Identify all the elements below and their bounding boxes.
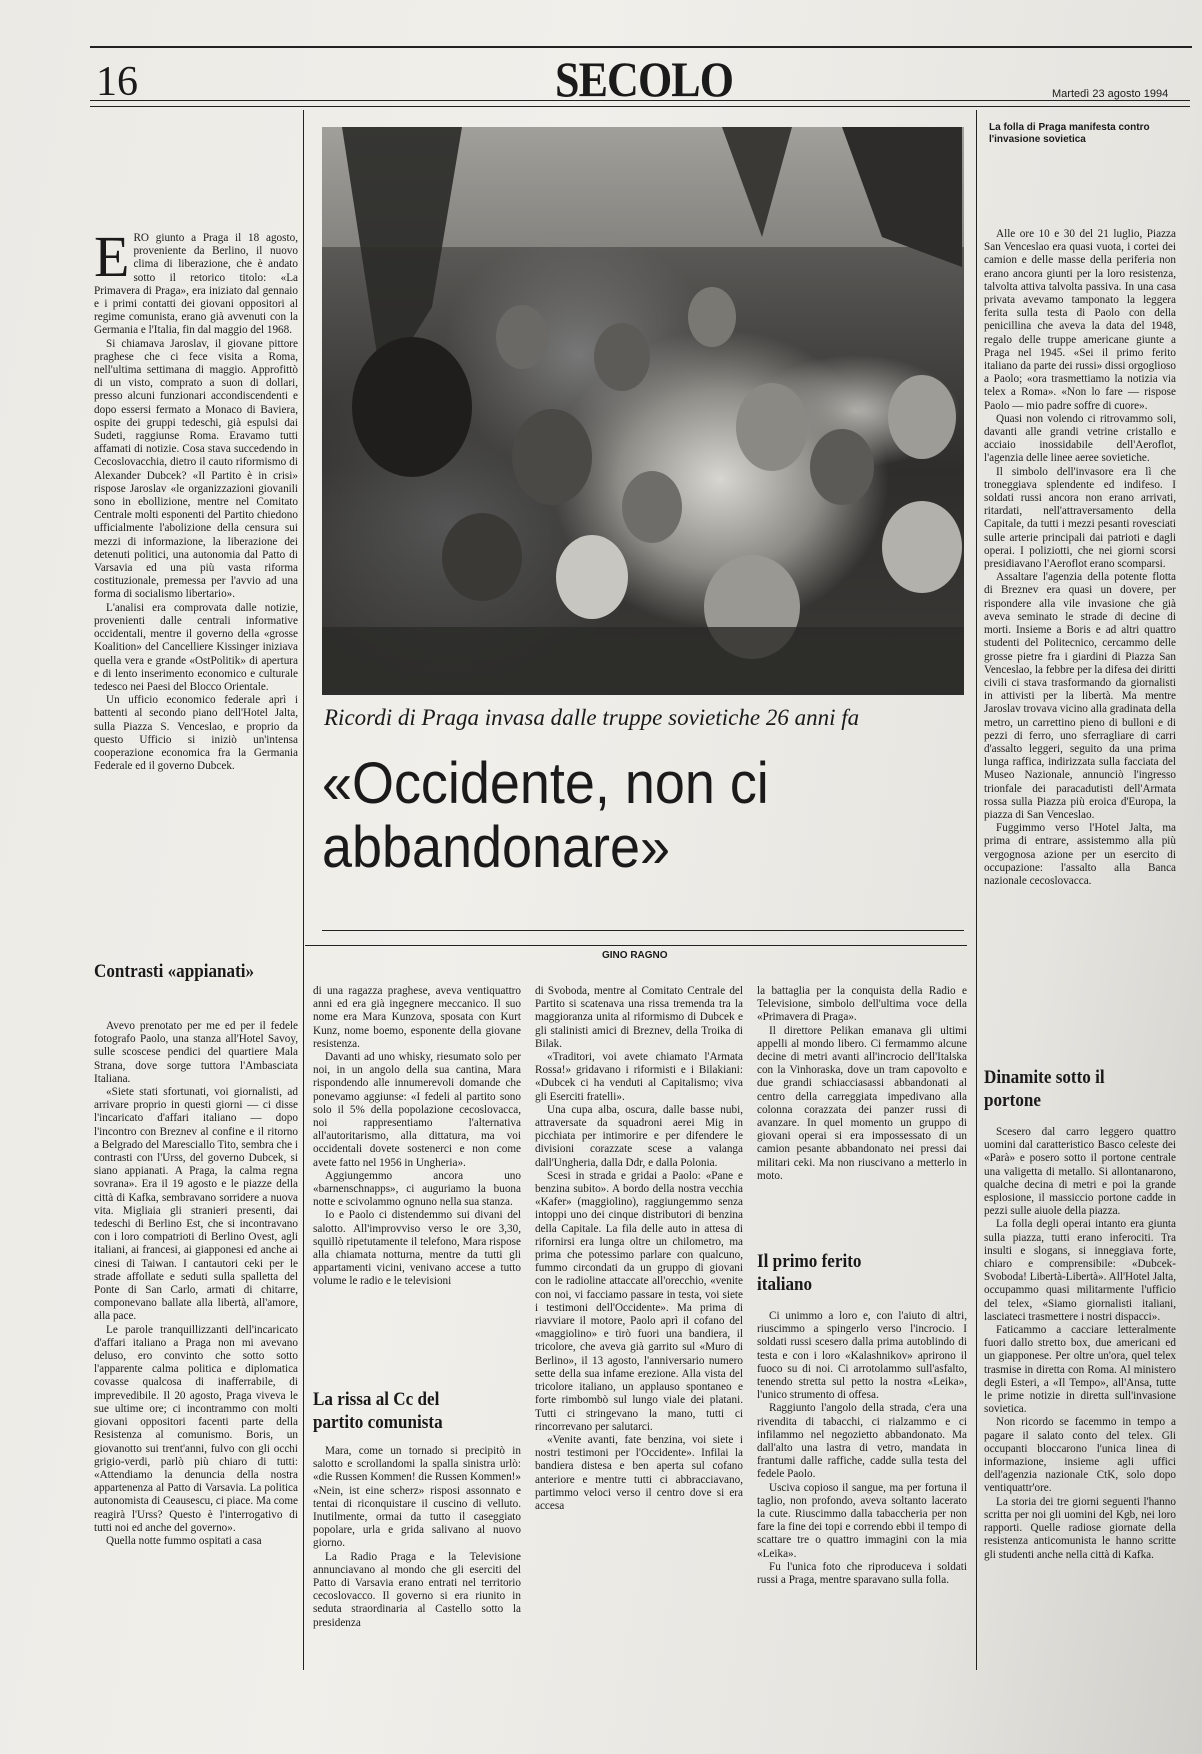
top-rule xyxy=(90,46,1192,48)
article-paragraph: Un ufficio economico federale aprì i battenti al secondo piano dell'Hotel Jalta, sulla Piazza S. Venceslao, e proprio da questo Ufficio si iniziò un'intensa cooperazione economica fra la Germania Federale ed il governo Dubcek. xyxy=(94,694,298,773)
column-4 xyxy=(757,985,967,1241)
masthead-logo: SECOLO xyxy=(555,51,734,107)
article-paragraph: Faticammo a cacciare letteralmente fuori dallo stretto box, due americani ed un giapponese. Per oltre un'ora, quel telex trasmise in diretta con Roma. Al ministero degli Esteri, a «Il Tempo», all'Ansa, tutte le prime notizie in diretta sull'invasione sovietica. xyxy=(984,1324,1176,1416)
article-paragraph: Quasi non volendo ci ritrovammo soli, davanti alle grandi vetrine cristallo e acciaio inossidabile dell'Aeroflot, l'agenzia delle linee aeree sovietiche. xyxy=(984,412,1176,465)
crowd-photo xyxy=(322,127,964,695)
article-paragraph: Il direttore Pelikan emanava gli ultimi appelli al mondo libero. Ci fermammo alcune decine di metri avanti all'incrocio dell'Italska con la Vinhoraska, dove un tram capovolto e due grandi schiacciasassi abbandonati al centro della carreggiata impedivano alla colonna corazzata dei panzer russi di avanzare. In quel momento un gruppo di giovani operai si era impossessato di un camion pesante abbandonato nei pressi dai militari ceki. Ma non riuscivano a metterlo in moto. xyxy=(757,1024,967,1182)
article-paragraph: Davanti ad uno whisky, riesumato solo per noi, in un angolo della sua cantina, Mara rispondendo alle innumerevoli domande che ponevamo aggiunse: «I fedeli al partito sono solo il 5% della popolazione cecoslovacca, noi rappresentiamo l'alternativa all'autoritarismo, alla dittatura, ma voi occidentali dovete sostenerci e non come avete fatto nel 1956 in Ungheria». xyxy=(313,1051,521,1169)
article-paragraph: «Traditori, voi avete chiamato l'Armata Rossa!» gridavano i riformisti e i Bilakiani: «Dubcek ci ha venduti al Capitalismo; viva gli Eserciti fratelli». xyxy=(535,1051,743,1103)
column-5 xyxy=(984,228,1176,1058)
column-3 xyxy=(535,985,743,1661)
article-paragraph: La folla degli operai intanto era giunta sulla piazza, tutti erano inferociti. Tra insulti e slogans, si inneggiava forte, chiaro e comprensibile: «Dubcek-Svoboda! Libertà-Libertà». All'Hotel Jalta, occupammo quasi militarmente l'ufficio del telex, «Siamo giornalisti italiani, lasciateci trasmettere i nostri dispacci». xyxy=(984,1218,1176,1323)
article-paragraph: la battaglia per la conquista della Radio e Televisione, simbolo dell'ultima voce della «Primavera di Praga». xyxy=(757,985,967,1024)
article-paragraph: Aggiungemmo ancora uno «barnenschnapps», ci auguriamo la buona notte e scivolammo ognuno nella sua stanza. xyxy=(313,1169,521,1209)
article-paragraph: L'analisi era comprovata dalle notizie, provenienti dalle centrali informative occidentali, mentre il governo della «grosse Koalition» del Cancelliere Kissinger iniziava quella vera e grande «OstPolitik» di apertura e di lento inserimento economico e culturale tedesco nei Paesi del Blocco Orientale. xyxy=(94,601,298,693)
article-paragraph: Alle ore 10 e 30 del 21 luglio, Piazza San Venceslao era quasi vuota, i cortei dei camion e delle masse della periferia non erano ancora giunti per la loro resistenza, talvolta attiva talvolta passiva. In una casa privata avevamo tamponato la leggera ferita sulla testa di Paolo con della penicillina che aveva la data del 1948, regalo delle truppe americane giunte a Praga nel 1945. «Sei il primo ferito italiano da parte dei russi» dissi orgoglioso a Paolo; «ora trasmettiamo la notizia via telex a Roma». «Non lo fare — rispose Paolo — mio padre soffre di cuore». xyxy=(984,228,1176,412)
article-paragraph: di una ragazza praghese, aveva ventiquattro anni ed era già ingegnere meccanico. Il suo nome era Mara Kunzova, sposata con Kurt Kunz, nome boemo, esponente della giovane resistenza. xyxy=(313,985,521,1050)
article-paragraph: Le parole tranquillizzanti dell'incaricato d'affari italiano a Praga non mi avevano deluso, ero convinto che sotto sotto l'apparente calma politica e diplomatica covasse qualcosa di inafferrabile, di imprevedibile. Il 20 agosto, Praga viveva le sue ultime ore; ci incontrammo con molti giovani oppositori facenti parte della Resistenza al comunismo. Boris, un giovanotto sui trent'anni, fulvo con gli occhi grigio-verdi, parlò più chiaro di tutti: «Attendiamo la denuncia della nostra appartenenza al Patto di Varsavia. La politica autonomista di Ceausescu, ci piace. Ma come reagirà l'Urss? Questo è l'interrogativo di tutti noi ed anche del governo». xyxy=(94,1323,298,1534)
article-paragraph: Assaltare l'agenzia della potente flotta di Breznev era quasi un dovere, per rispondere alla vile invasione che già aveva seminato le strade di decine di morti. Insieme a Boris e ad altri quattro studenti del Politecnico, cercammo delle grosse pietre fra i giardini di Piazza San Venceslao, la febbre per la difesa dei diritti civili ci stava trasformando da giornalisti in attivisti per la libertà. Ma mentre Jaroslav trovava vicino alla gradinata della metro, un carrettino pieno di bulloni e di pezzi di ferro, uno sferragliare di carri d'assalto leggeri, seguito da una prima lunga raffica, indirizzata sulla facciata del Museo Nazionale, annunciò l'ingresso trionfale dei paracadutisti dell'Armata rossa sulla Piazza più eroica d'Europa, la piazza di San Venceslao. xyxy=(984,571,1176,821)
article-paragraph: Il simbolo dell'invasore era lì che troneggiava splendente ed indifeso. I soldati russi ancora non erano arrivati, ritardati, nell'attraversamento della Capitale, da tutti i mezzi pesanti rovesciati sulle arterie principali dai patrioti e dagli operai. I poliziotti, che nei giorni scorsi presidiavano l'Aeroflot erano scomparsi. xyxy=(984,465,1176,571)
column-4-continued xyxy=(757,1310,967,1660)
article-paragraph: di Svoboda, mentre al Comitato Centrale del Partito si scatenava una rissa tremenda tra la maggioranza unita al riformismo di Dubcek e gli stalinisti amici di Breznev, della Troika di Bilak. xyxy=(535,985,743,1050)
page-number: 16 xyxy=(96,59,138,105)
byline-rule xyxy=(305,945,967,946)
column-5-continued xyxy=(984,1126,1176,1666)
article-paragraph: Raggiunto l'angolo della strada, c'era una rivendita di tabacchi, ci rialzammo e ci infilammo nel negozietto abbandonato. Ma dall'alto una lastra di vetro, mandata in frantumi dalle raffiche, cadde sulla testa del fedele Paolo. xyxy=(757,1402,967,1481)
column-1 xyxy=(94,232,298,946)
byline: GINO RAGNO xyxy=(602,950,668,961)
subhead-dinamite: Dinamite sotto il portone xyxy=(984,1067,1105,1111)
column-divider xyxy=(303,110,304,1670)
drop-cap: E xyxy=(94,232,130,289)
article-paragraph: «Siete stati sfortunati, voi giornalisti, ad arrivare proprio in questi giorni — ci disse l'incaricato d'affari italiano — dopo l'incontro con Breznev al confine e il ritorno a Belgrado del Maresciallo Tito, sembra che i contrasti con l'Urss, del governo Dubcek, si siano appianati. A Praga, la calma regna sovrana». Era il 19 agosto e le piazze della città di Kafka, sembravano sorridere a nuova vita. Migliaia gli stranieri presenti, dai tedeschi di Berlino Est, che si incontravano con i loro compatrioti di Berlino Ovest, agli italiani, ai francesi, ai giapponesi ed anche ai cinesi di Taiwan. I cantautori ceki per le strade affollate e seduti sulla spalletta del Ponte di San Carlo, armati di chitarre, componevano ballate alla libertà, all'amore, alla pace. xyxy=(94,1086,298,1323)
subhead-contrasti: Contrasti «appianati» xyxy=(94,961,255,982)
article-paragraph: Si chiamava Jaroslav, il giovane pittore praghese che ci fece visita a Roma, nell'ultima settimana di maggio. Approfittò di un visto, comprato a suon di dollari, presso alcuni funzionari accondiscendenti e dopo essersi fermato a Monaco di Baviera, ospite dei gruppi tedeschi, già espulsi dai Sudeti, raggiunse Roma. Eravamo tutti affamati di notizie. Cosa stava succedendo in Cecoslovacchia, dietro il cauto riformismo di Alexander Dubcek? «Il Partito è in crisi» rispose Jaroslav «le organizzazioni giovanili sono in ebollizione, mentre nel Comitato Centrale molti esponenti del Partito chiedono ufficialmente l'abolizione della censura sui mezzi di informazione, la liberazione dei detenuti politici, una autonomia dal Patto di Varsavia ed una più vasta riforma costituzionale, premessa per l'avvio ad una forma di socialismo libertario». xyxy=(94,337,298,601)
article-paragraph: La Radio Praga e la Televisione annunciavano al mondo che gli eserciti del Patto di Varsavia erano entrati nel territorio cecoslovacco. Il governo si era riunito in seduta straordinaria al Castello sotto la presidenza xyxy=(313,1550,521,1629)
article-paragraph: Usciva copioso il sangue, ma per fortuna il taglio, non profondo, aveva soltanto lacerato la cute. Riuscimmo dalla tabaccheria per non fare la fine dei topi e correndo ebbi il tempo di scattare tre o quattro immagini con la mia «Leika». xyxy=(757,1481,967,1560)
article-paragraph: Fu l'unica foto che riproduceva i soldati russi a Praga, mentre sparavano sulla folla. xyxy=(757,1560,967,1587)
headline-bottom-rule xyxy=(322,930,964,931)
subhead-rissa: La rissa al Cc del partito comunista xyxy=(313,1389,443,1433)
article-paragraph: La storia dei tre giorni seguenti l'hanno scritta per noi gli uomini del Kgb, nei loro rapporti. Quelle radiose giornate della resistenza anticomunista le hanno scritte gli studenti anche nella città di Kafka. xyxy=(984,1495,1176,1561)
article-paragraph: Avevo prenotato per me ed per il fedele fotografo Paolo, una stanza all'Hotel Savoy, sulle scoscese pendici del quartiere Mala Strana, dove sorge tuttora l'Ambasciata Italiana. xyxy=(94,1020,298,1085)
column-2 xyxy=(313,985,521,1385)
subhead-primo-ferito: Il primo ferito italiano xyxy=(757,1251,862,1295)
article-paragraph: «Venite avanti, fate benzina, voi siete i nostri testimoni per l'Occidente». Infilai la bandiera distesa e ben aperta sul cofano anteriore e mentre tutti ci abbracciavano, partimmo veloci verso il centro dove si era accesa xyxy=(535,1433,743,1512)
article-paragraph: ERO giunto a Praga il 18 agosto, proveniente da Berlino, il nuovo clima di liberazione, che è andato sotto il retorico titolo: «La Primavera di Praga», era iniziato dal gennaio e i primi contatti dei giovani oppositori al regime comunista, erano già avvenuti con la Germania e l'Italia, fin dal maggio del 1968. xyxy=(94,232,298,337)
article-paragraph: Io e Paolo ci distendemmo sui divani del salotto. All'improvviso verso le ore 3,30, squillò ripetutamente il telefono, Mara rispose alla chiamata notturna, mentre da tutti gli appartamenti vicini, venivano accese a tutto volume le radio e le televisioni xyxy=(313,1209,521,1288)
column-divider xyxy=(976,110,977,1670)
column-1-continued xyxy=(94,1020,298,1660)
article-paragraph: Ci unimmo a loro e, con l'aiuto di altri, riuscimmo a spingerlo verso l'incrocio. I soldati russi scesero dalla prima autoblindo di testa e con i loro «Kalashnikov» aprirono il fuoco su di noi. Ci arrotolammo sull'asfalto, tenendo stretta sul petto la nostra «Leika», l'unico strumento di offesa. xyxy=(757,1310,967,1402)
article-paragraph: Quella notte fummo ospitati a casa xyxy=(106,1534,262,1547)
article-headline: «Occidente, non ci abbandonare» xyxy=(322,751,769,880)
article-paragraph: Mara, come un tornado si precipitò in salotto e scrollandomi la spalla sinistra urlò: «die Russen Kommen! die Russen Kommen!» «Nein, ist eine scherz» risposi assonnato e tentai di riconquistare il cuscino di velluto. Inutilmente, ormai da tutto il caseggiato popolare, urla e grida salivano al nuovo giorno. xyxy=(313,1445,521,1550)
column-2-continued xyxy=(313,1445,521,1661)
article-paragraph: Scesero dal carro leggero quattro uomini dal caratteristico Basco celeste dei «Parà» e posero sotto il portone centrale una valigetta di metallo. Si allontanarono, qualche decina di metri e poi la grande esplosione, il massiccio portone cadde in pezzi sulle aiuole della piazza. xyxy=(984,1126,1176,1218)
article-paragraph: Una cupa alba, oscura, dalle basse nubi, attraversate da squadroni aerei Mig in picchiata per intimorire e per difendere le divisioni corazzate scese a valanga dall'Ungheria, dalla Ddr, e dalla Polonia. xyxy=(535,1103,743,1169)
article-paragraph: Fuggimmo verso l'Hotel Jalta, ma prima di entrare, assistemmo alla più vergognosa azione per un esercito di occupazione: l'assalto alla Banca nazionale cecoslovacca. xyxy=(984,822,1176,887)
photo-illustration xyxy=(322,127,964,695)
article-paragraph: Scesi in strada e gridai a Paolo: «Pane e benzina subito». A bordo della nostra vecchia «Kafer» (maggiolino), raggiungemmo senza intoppi uno dei cinque distributori di benzina della Capitale. La fila delle auto in attesa di rifornirsi era lunga oltre un chilometro, ma prima che potessimo parlare con qualcuno, fummo circondati da un gruppo di giovani con le radioline attaccate all'orecchio, «venite con noi, vi facciamo passare in testa, voi siete i testimoni dell'Occidente». Ma prima di riavviare il motore, Paolo aprì il cofano del «maggiolino» e tirò fuori una bandiera, il tricolore, che aveva già garrito sul «Muro di Berlino», il 13 agosto, l'anniversario numero sette della sua infame erezione. Alla vista del tricolore italiano, un applauso spontaneo e forte rimbombò sul lungo viale dei platani. Tutti ci stringevano la mano, tutti ci rincorrevano per salutarci. xyxy=(535,1169,743,1433)
article-kicker: Ricordi di Praga invasa dalle truppe sovietiche 26 anni fa xyxy=(324,705,860,730)
photo-caption: La folla di Praga manifesta contro l'invasione sovietica xyxy=(989,122,1150,145)
dateline: Martedì 23 agosto 1994 xyxy=(1052,88,1169,100)
article-paragraph: Non ricordo se facemmo in tempo a pagare il salato conto del telex. Gli occupanti bloccarono l'unica linea di informazione, insieme agli uffici dell'agenzia nazionale CtK, solo dopo ventiquattr'ore. xyxy=(984,1416,1176,1495)
